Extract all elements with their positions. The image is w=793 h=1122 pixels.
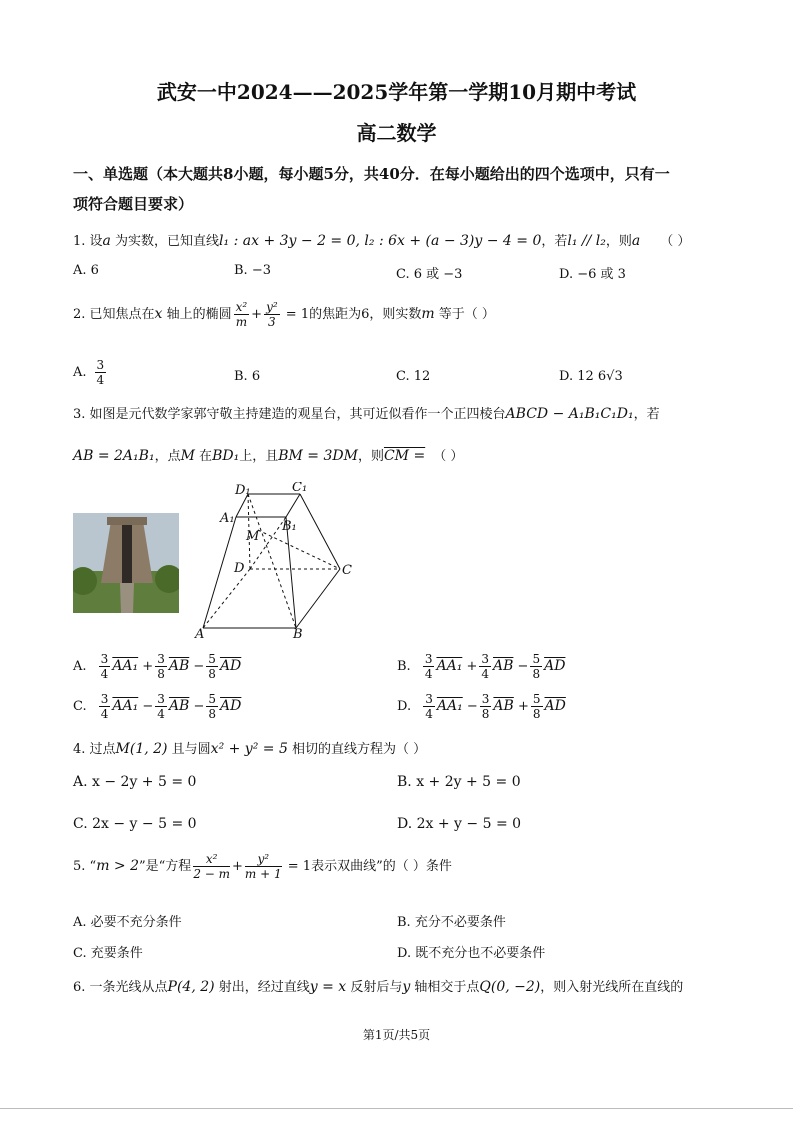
question-1 [73,230,690,249]
label-b: B [293,627,303,642]
q1-answer-paren: （ ） [660,234,691,249]
q1-text-c: ，若 [541,234,568,249]
q3-option-b: B. $\frac{3}{4}$ AA₁ + $\frac{3}{4}$ $\overline{AB}$ − $\frac{5}{8}$ $\overline{AD}$ [397,652,566,681]
q3-option-c: C. $\frac{3}{4}$ AA₁ − $\frac{3}{4}$ $\overline{AB}$ − $\frac{5}{8}$ $\overline{AD}$ [73,692,242,721]
q2-frac-2: $\frac{\text{y²}}{3}$ [266,300,278,329]
section-heading-line1: 一、单选题（本大题共8小题，每小题5分，共40分．在每小题给出的四个选项中，只有一 [73,165,670,183]
q1-option-c: C. 6 或 −3 [396,267,463,282]
q1-var-2: a [631,233,641,249]
q1-text-d: ，则 [605,234,632,249]
q4-point: M(1, 2) [115,741,168,757]
page-footer: 第1页/共5页 [362,1028,431,1042]
q2-eq: = 1 [281,307,310,322]
q2-option-a: A. $\frac{3}{4}$ [73,358,105,387]
label-a: A [195,627,205,642]
q2-text-c: 的焦距为6，则实数 [309,307,422,322]
q2-option-b: B. 6 [234,369,261,384]
label-b1: B₁ [282,519,297,534]
q1-lines-math: l₁ : ax + 3y − 2 = 0, l₂ : 6x + (a − 3)y − 4 = 0 [219,233,542,249]
label-a1: A₁ [220,511,235,526]
section-heading-line2: 项符合题目要求） [73,195,194,213]
q1-option-b: B. −3 [234,263,271,278]
q4-option-d: D. 2x + y − 5 = 0 [397,816,522,832]
question-4: 4. 过点M(1, 2) 且与圆x² + y² = 5 相切的直线方程为（ ） [73,741,427,757]
label-c: C [342,563,352,578]
q3-option-d: D. $\frac{3}{4}$ AA₁ − $\frac{3}{8}$ $\overline{AB}$ + $\frac{5}{8}$ $\overline{AD}$ [397,692,566,721]
question-3-line1: 3. 如图是元代数学家郭守敬主持建造的观星台，其可近似看作一个正四棱台ABCD − A₁B₁C₁D₁，若 [73,406,660,422]
label-m: M [246,529,260,544]
q3-option-a: A. $\frac{3}{4}$ AA₁ + $\frac{3}{8}$ $\overline{AB}$ − $\frac{5}{8}$ $\overline{AD}$ [73,652,242,681]
question-5: 5. “m > 2”是“方程 $\frac{\text{x²}}{2 - m}$ + $\frac{\text{y²}}{m + 1}$ = 1表示双曲线”的（ ）条件 [73,852,452,881]
bottom-divider [0,1108,793,1109]
exam-title: 武安一中2024——2025学年第一学期10月期中考试 [156,80,637,104]
frustum-figure [190,482,360,642]
q4-option-a: A. x − 2y + 5 = 0 [73,774,197,790]
question-3-line2: AB = 2A₁B₁，点M 在BD₁上，且BM = 3DM，则CM = （ ） [73,448,464,464]
question-2: 2. 已知焦点在x 轴上的椭圆 $\frac{\text{x²}}{m}$ + $\frac{\text{y²}}{3}$ = 1的焦距为6，则实数m 等于（ ） [73,300,495,329]
label-c1: C₁ [292,482,308,495]
label-d: D [234,561,245,576]
q5-option-c: C. 充要条件 [73,946,143,961]
exam-subtitle: 高二数学 [356,121,437,145]
q1-parallel-math: l₁ // l₂ [567,233,606,249]
q1-var: a [102,233,111,249]
q5-option-b: B. 充分不必要条件 [397,915,506,930]
observatory-photo [73,513,179,613]
q2-var-x: x [154,306,163,322]
q2-option-d: D. 12 6√3 [559,369,623,384]
q2-text-b: 轴上的椭圆 [162,307,232,322]
q5-option-d: D. 既不充分也不必要条件 [397,946,546,961]
q2-prefix: 2. 已知焦点在 [73,307,155,322]
q1-option-a: A. 6 [73,263,99,278]
q1-option-d: D. −6 或 3 [559,267,626,282]
q4-option-b: B. x + 2y + 5 = 0 [397,774,521,790]
q3-vector-cm: CM = [383,448,426,464]
q2-frac-1: $\frac{\text{x²}}{m}$ [235,300,248,329]
q1-text: 为实数，已知直线 [110,234,220,249]
q1-prefix: 1. 设 [73,234,103,249]
q2-text-d: 等于（ ） [434,307,495,322]
q3-frustum-math: ABCD − A₁B₁C₁D₁ [505,406,634,422]
question-6: 6. 一条光线从点P(4, 2) 射出，经过直线y = x 反射后与y 轴相交于点Q(0, −2)，则入射光线所在直线的 [73,979,684,995]
q2-var-m: m [421,306,435,322]
q4-option-c: C. 2x − y − 5 = 0 [73,816,197,832]
q2-option-c: C. 12 [396,369,431,384]
q5-option-a: A. 必要不充分条件 [73,915,182,930]
q4-circle: x² + y² = 5 [210,741,288,757]
label-d1: D₁ [235,483,251,498]
